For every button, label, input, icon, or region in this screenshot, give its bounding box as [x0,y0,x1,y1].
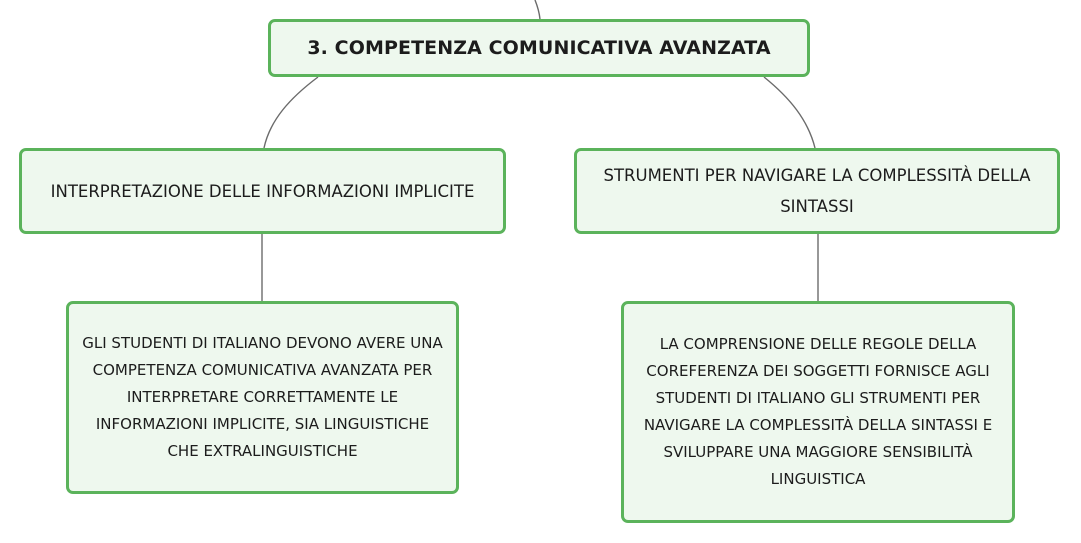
leaf-node-label: GLI STUDENTI DI ITALIANO DEVONO AVERE UNA COMPETENZA COMUNICATIVA AVANZATA PER INTERPRETARE CORRETTAMENTE LE INFORMAZIONI IMPLICITE, SIA LINGUISTICHE CHE EXTRALINGUISTICHE [82,334,443,460]
connector-root-to-left-branch [264,77,318,148]
branch-node-label: INTERPRETAZIONE DELLE INFORMAZIONI IMPLICITE [50,181,475,201]
root-node[interactable] [268,19,810,77]
branch-node-implicit-information[interactable] [19,148,506,234]
branch-node-label: STRUMENTI PER NAVIGARE LA COMPLESSITÀ DELLA SINTASSI [603,166,1031,216]
branch-node-syntax-tools[interactable] [574,148,1060,234]
root-node-label: 3. COMPETENZA COMUNICATIVA AVANZATA [307,37,771,59]
connector-root-to-right-branch [764,77,815,148]
leaf-node-label: LA COMPRENSIONE DELLE REGOLE DELLA COREFERENZA DEI SOGGETTI FORNISCE AGLI STUDENTI DI ITALIANO GLI STRUMENTI PER NAVIGARE LA COMPLESSITÀ DELLA SINTASSI E SVILUPPARE UNA MAGGIORE SENSIBILITÀ LINGUISTICA [643,335,993,488]
leaf-node-syntax-tools-detail[interactable] [621,301,1015,523]
leaf-node-implicit-information-detail[interactable] [66,301,459,494]
connector-parent-to-root [535,0,540,19]
